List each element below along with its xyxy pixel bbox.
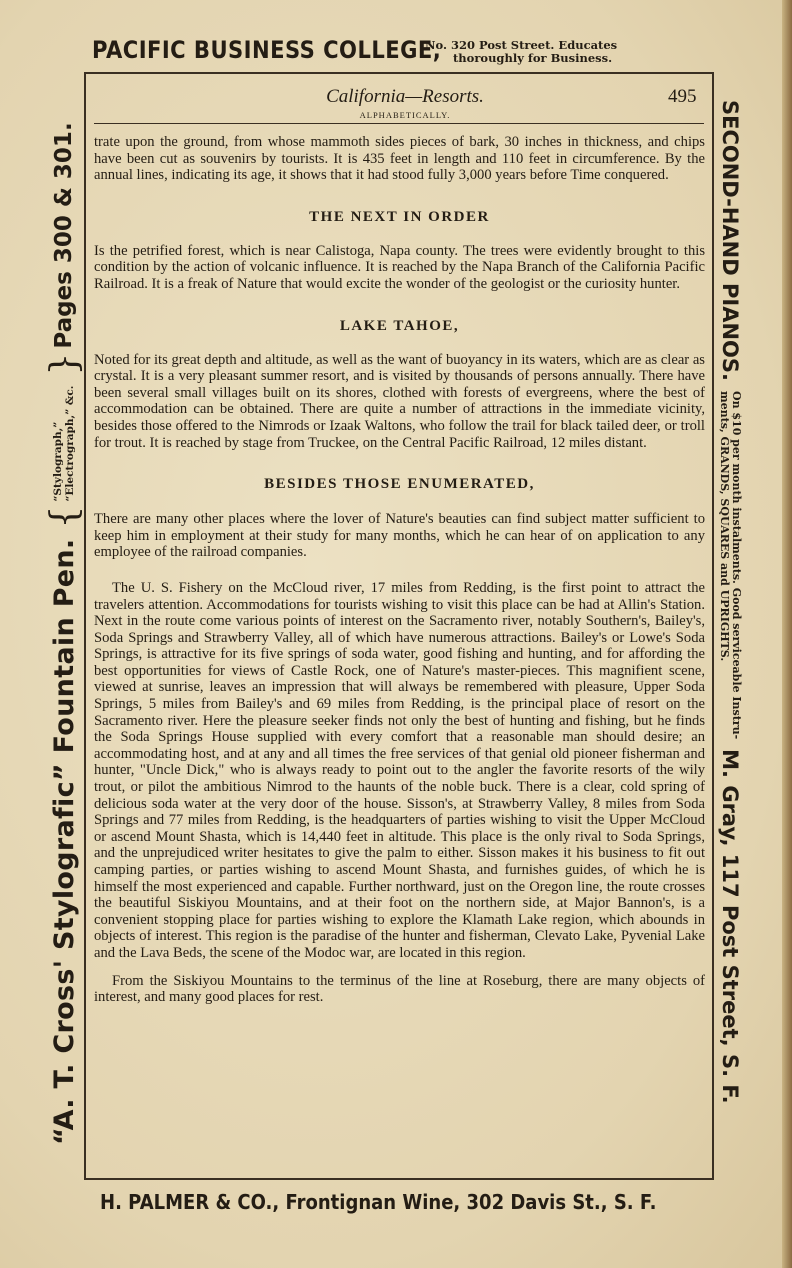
left-ad-brace: { [43, 505, 85, 529]
top-advertisement [92, 34, 702, 72]
right-ad-terms-1: On $10 per month instalments. Good serviceable Instru- [730, 390, 744, 740]
running-title: California—Resorts. [326, 86, 484, 107]
top-ad-title: PACIFIC BUSINESS COLLEGE, [92, 36, 442, 64]
paragraph-fishery: The U. S. Fishery on the McCloud river, 17 miles from Redding, is the first point to attract the travelers attention. Accommodations for tourists wishing to visit this place can be had at Allin's Station. Next in the route come various points of interest on the Sacramento river, notably Southern's, Bailey's, Soda Springs and Strawberry Valley, all of which have numerous attractions. Bailey's or Lowe's Soda Springs, is attractive for its five springs of soda water, good fishing and hunting, and for affording the best opportunities for views of Castle Rock, one of Nature's master-pieces. This magnifient scene, viewed at sunrise, leaves an impression that will always be remembered with pleasure, Upper Soda Springs, 5 miles from Bailey's and 69 miles from Redding, is the principal place of resort on the Sacramento river. Here the pleasure seeker finds not only the best of hunting and fishing, but he finds the Soda Springs House supplied with every comfort that a reasonable man should desire; an accommodating host, and at any and all times the free services of that genial old pioneer fisherman and hunter, "Uncle Dick," who is always ready to point out to the angler the favorite resorts of the wily trout, or pilot the ambitious Nimrod to the haunts of the noble buck. There is a clear, cold spring of delicious soda water at the very door of the house. Sisson's, at Strawberry Valley, 8 miles from Soda Springs and 77 miles from Redding, is the headquarters of parties wishing to visit the Upper McCloud or ascend Mount Shasta, which is 14,440 feet in altitude. This place is the only rival to Soda Springs, and the unprejudiced writer hesitates to give the palm to either. Sisson makes it his business to fit out camping parties, or parties wishing to ascend Mount Shasta, and furnishes guides, of which he is himself the most experienced and capable. Further northward, just on the Oregon line, the route crosses the beautiful Siskiyou Mountains, and at their foot on the northern side, at Major Bannon's, is a convenient stopping place for parties wishing to explore the Klamath Lake region, which abounds in objects of interest. This region is the paradise of the hunter and fisherman, Clevato Lake, Pyvenial Lake and the Lava Beds, the scene of the Modoc war, are located in this region. [94, 579, 705, 961]
left-ad-main: “A. T. Cross' Stylografic” Fountain Pen. [48, 538, 80, 1145]
right-margin-advertisement [708, 100, 752, 1180]
top-ad-details [425, 39, 617, 65]
heading-next-in-order: THE NEXT IN ORDER [309, 208, 490, 225]
left-ad-product-1: “Stylograph,” [52, 421, 64, 502]
left-ad-pages: Pages 300 & 301. [51, 122, 77, 349]
bottom-advertisement: H. PALMER & CO., Frontignan Wine, 302 Davis St., S. F. [100, 1190, 657, 1214]
paragraph-petrified-forest: Is the petrified forest, which is near Calistoga, Napa county. The trees were evidently brought to this condition by the action of volcanic influence. It is reached by the Napa Branch of the California Pacific Railroad. It is a freak of Nature that would excite the wonder of the geologist or the curiosity hunter. [94, 242, 705, 292]
left-ad-product-2: “Electrograph,” &c. [64, 385, 76, 502]
page-edge [782, 0, 792, 1268]
paragraph-siskiyou: From the Siskiyou Mountains to the terminus of the line at Roseburg, there are many objects of interest, and many good places for rest. [94, 972, 705, 1006]
header-rule [94, 123, 704, 124]
page-number: 495 [668, 86, 697, 107]
section-subtitle: ALPHABETICALLY. [359, 110, 451, 120]
right-ad-dealer: M. Gray, 117 Post Street, S. F. [718, 749, 742, 1104]
heading-lake-tahoe: LAKE TAHOE, [339, 317, 460, 334]
paragraph-other-places: There are many other places where the lover of Nature's beauties can find subject matter sufficient to keep him in employment at their study for many months, which he can hear of on application to any employee of the railroad companies. [94, 511, 705, 561]
right-ad-terms [718, 391, 743, 739]
article-body [94, 134, 705, 1006]
right-ad-terms-2: ments, GRANDS, SQUARES and UPRIGHTS. [718, 390, 731, 662]
left-ad-brace-close: } [43, 352, 85, 376]
top-ad-line-2: thoroughly for Business. [453, 51, 613, 65]
top-ad-line-1: No. 320 Post Street. Educates [425, 38, 618, 52]
paragraph-intro: trate upon the ground, from whose mammoth sides pieces of bark, 30 inches in thickness, and chips have been cut as souvenirs by tourists. It is 435 feet in length and 110 feet in circumference. By the annual lines, indicating its age, it shows that it had stood fully 3,000 years before Time conquered. [94, 134, 705, 184]
right-ad-title: SECOND-HAND PIANOS. [718, 100, 742, 381]
heading-besides: BESIDES THOSE ENUMERATED, [264, 476, 535, 493]
page-header [0, 86, 792, 120]
left-ad-products [52, 386, 76, 502]
left-margin-advertisement [44, 65, 84, 1145]
paragraph-lake-tahoe: Noted for its great depth and altitude, as well as the want of buoyancy in its waters, which are as clear as crystal. It is a very pleasant summer resort, and is visited by thousands of persons annually. There have been several small villages built on its shores, clothed with forests of evergreens, where the best of accommodation can be obtained. There are quite a number of attractions in the immediate vicinity, besides those offered to the Nimrods or Izaak Waltons, who follow the trail for black tailed deer, or troll for trout. It is reached by stage from Truckee, on the Central Pacific Railroad, 12 miles distant. [94, 351, 705, 451]
